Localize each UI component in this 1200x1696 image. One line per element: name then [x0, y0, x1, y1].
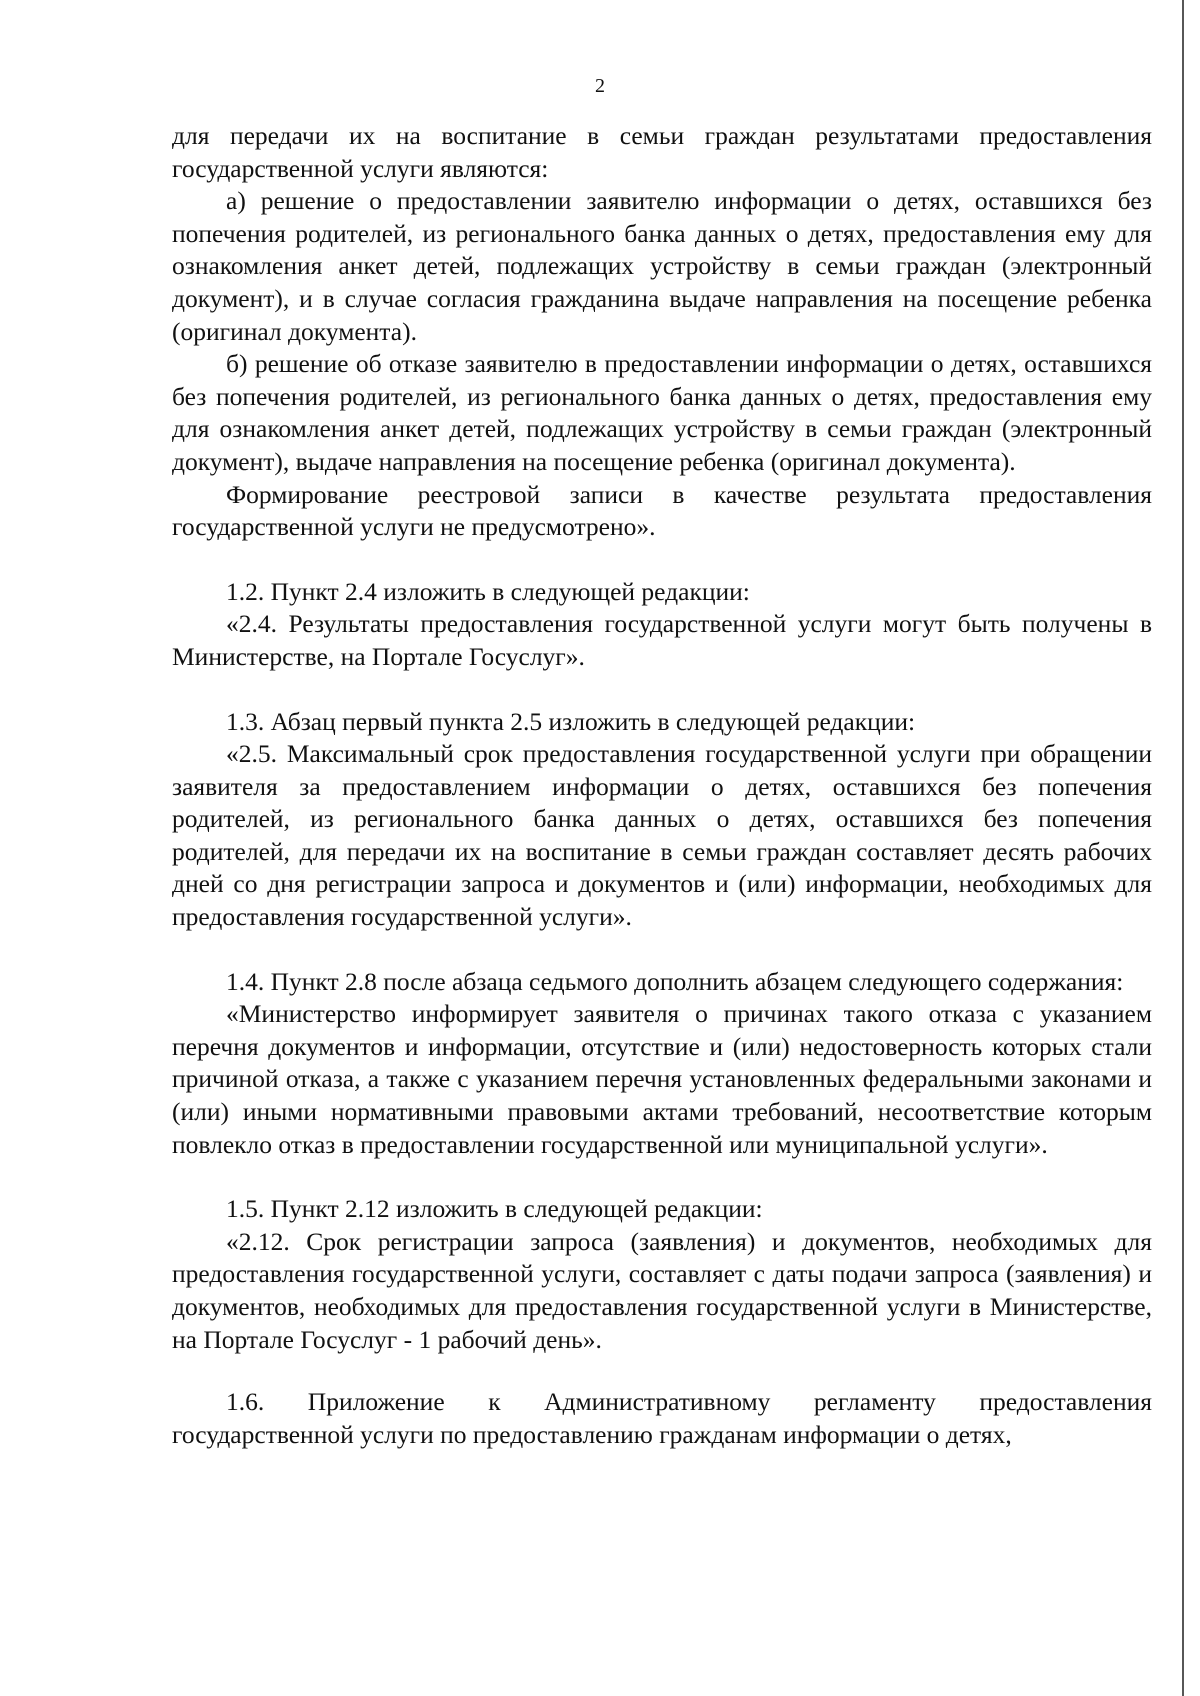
paragraph-registry-note: Формирование реестровой записи в качестве результата предоставления государственной услуги не предусмотрено».	[172, 479, 1152, 542]
document-body	[172, 120, 1152, 1451]
paragraph-2-12-text: «2.12. Срок регистрации запроса (заявления) и документов, необходимых для предоставления государственной услуги, составляет с даты подачи запроса (заявления) и документов, необходимых для предоставления государственной услуги в Министерстве, на Портале Госуслуг - 1 рабочий день».	[172, 1226, 1152, 1354]
page-number: 2	[595, 75, 605, 97]
section-heading-1-5: 1.5. Пункт 2.12 изложить в следующей редакции:	[226, 1194, 763, 1224]
paragraph-2-8-addition: «Министерство информирует заявителя о причинах такого отказа с указанием перечня документов и информации, отсутствие и (или) недостоверность которых стали причиной отказа, а также с указанием перечня установленных федеральными законами и (или) иными нормативными правовыми актами требований, несоответствие которым повлекло отказ в предоставлении государственной или муниципальной услуги».	[172, 999, 1152, 1159]
paragraph-item-a: а) решение о предоставлении заявителю информации о детях, оставшихся без попечения родителей, из регионального банка данных о детях, предоставления ему для ознакомления анкет детей, подлежащих устройству в семьи граждан (электронный документ), и в случае согласия гражданина выдаче направления на посещение ребенка (оригинал документа).	[172, 186, 1152, 346]
paragraph-2-4-text: «2.4. Результаты предоставления государственной услуги могут быть получены в Министерстве, на Портале Госуслуг».	[172, 609, 1152, 671]
section-heading-1-4: 1.4. Пункт 2.8 после абзаца седьмого дополнить абзацем следующего содержания:	[226, 966, 1124, 996]
page-edge-line	[1182, 0, 1184, 1696]
paragraph-item-b: б) решение об отказе заявителю в предоставлении информации о детях, оставшихся без попечения родителей, из регионального банка данных о детях, предоставления ему для ознакомления анкет детей, подлежащих устройству в семьи граждан (электронный документ), выдаче направления на посещение ребенка (оригинал документа).	[172, 349, 1152, 476]
paragraph-continuation: для передачи их на воспитание в семьи граждан результатами предоставления государственной услуги являются:	[172, 121, 1152, 183]
section-heading-1-6: 1.6. Приложение к Административному регламенту предоставления государственной услуги по предоставлению гражданам информации о детях,	[172, 1387, 1152, 1449]
section-heading-1-2: 1.2. Пункт 2.4 изложить в следующей редакции:	[226, 576, 750, 606]
section-heading-1-3: 1.3. Абзац первый пункта 2.5 изложить в следующей редакции:	[226, 706, 916, 736]
paragraph-2-5-text: «2.5. Максимальный срок предоставления государственной услуги при обращении заявителя за предоставлением информации о детях, оставшихся без попечения родителей, из регионального банка данных о детях, оставшихся без попечения родителей, для передачи их на воспитание в семьи граждан составляет десять рабочих дней со дня регистрации запроса и документов и (или) информации, необходимых для предоставления государственной услуги».	[172, 739, 1152, 932]
